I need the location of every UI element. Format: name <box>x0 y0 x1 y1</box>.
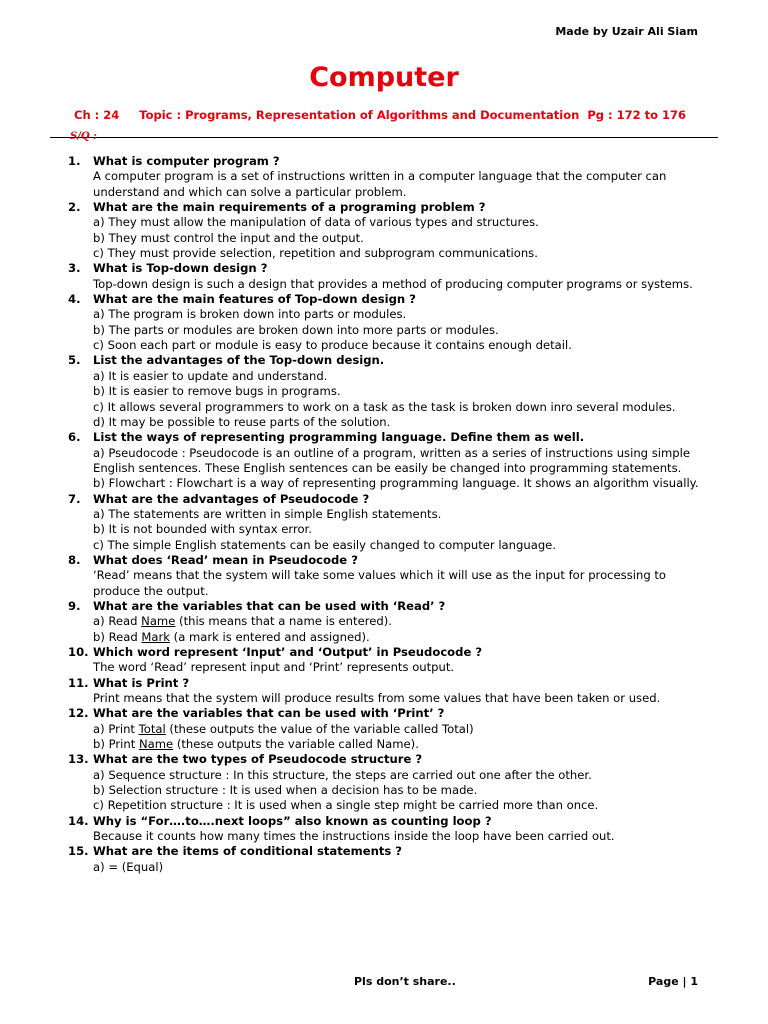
question-body <box>93 752 708 813</box>
question-number: 3. <box>68 261 81 276</box>
question-item <box>68 430 708 491</box>
question-body <box>93 353 708 430</box>
answer-line: b) The parts or modules are broken down into more parts or modules. <box>93 322 499 337</box>
question-text: What is Top-down design ? <box>93 261 268 276</box>
question-text: What does ‘Read’ mean in Pseudocode ? <box>93 552 358 567</box>
question-item <box>68 844 708 875</box>
answer-line: b) It is easier to remove bugs in programs. <box>93 384 341 399</box>
variable-name: Name <box>138 737 174 752</box>
question-list <box>68 154 708 875</box>
answer-line: c) Soon each part or module is easy to produce because it contains enough detail. <box>93 338 572 353</box>
answer-text: (this means that a name is entered). <box>175 614 392 629</box>
question-body <box>93 553 708 599</box>
answer-line: Top-down design is such a design that provides a method of producing computer programs or systems. <box>93 276 693 291</box>
question-body <box>93 154 708 200</box>
question-item <box>68 200 708 261</box>
question-text: What are the variables that can be used with ‘Read’ ? <box>93 598 446 613</box>
question-body <box>93 706 708 752</box>
question-body <box>93 599 708 645</box>
answer-line: b) Flowchart : Flowchart is a way of representing programming language. It shows an algorithm visually. <box>93 476 699 491</box>
question-item <box>68 261 708 292</box>
answer-line: b) Selection structure : It is used when a decision has to be made. <box>93 783 478 798</box>
question-number: 10. <box>68 645 89 659</box>
answer-text: (these outputs the value of the variable called Total) <box>165 721 474 736</box>
author-credit: Made by Uzair Ali Siam <box>555 25 698 38</box>
question-number: 14. <box>68 813 89 828</box>
question-item <box>68 292 708 353</box>
question-text: List the advantages of the Top-down design. <box>93 353 385 368</box>
answer-line <box>93 722 708 737</box>
answer-line: a) The statements are written in simple English statements. <box>93 506 442 521</box>
answer-line: a) It is easier to update and understand. <box>93 368 328 383</box>
section-label: S/Q : <box>70 131 97 142</box>
question-item <box>68 154 708 200</box>
question-item <box>68 599 708 645</box>
question-body <box>93 492 708 553</box>
question-item <box>68 706 708 752</box>
question-text: What are the variables that can be used with ‘Print’ ? <box>93 706 445 721</box>
answer-line: A computer program is a set of instructions written in a computer language that the computer can understand and which can solve a particular problem. <box>93 169 667 199</box>
question-text: Why is “For….to….next loops” also known as counting loop ? <box>93 813 492 828</box>
answer-line: a) The program is broken down into parts or modules. <box>93 307 407 322</box>
question-number: 7. <box>68 491 81 506</box>
answer-line: ‘Read’ means that the system will take some values which it will use as the input for processing to produce the output. <box>93 568 667 598</box>
footer-note: Pls don’t share.. <box>354 975 456 988</box>
answer-line: b) They must control the input and the output. <box>93 230 364 245</box>
answer-text: (a mark is entered and assigned). <box>169 629 370 644</box>
question-body <box>93 676 708 707</box>
question-text: What are the advantages of Pseudocode ? <box>93 491 370 506</box>
page-number: Page | 1 <box>648 975 698 988</box>
question-body <box>93 814 708 845</box>
answer-line: a) Sequence structure : In this structure, the steps are carried out one after the other. <box>93 767 592 782</box>
answer-text: (these outputs the variable called Name). <box>173 737 419 752</box>
question-text: What are the main requirements of a programing problem ? <box>93 200 486 215</box>
divider-line <box>50 137 718 138</box>
question-number: 9. <box>68 598 81 613</box>
question-number: 8. <box>68 552 81 567</box>
answer-line <box>93 737 708 752</box>
answer-line <box>93 614 708 629</box>
answer-line: c) It allows several programmers to work on a task as the task is broken down inro several modules. <box>93 399 676 414</box>
answer-line: d) It may be possible to reuse parts of the solution. <box>93 414 391 429</box>
answer-text: a) Read <box>93 614 142 629</box>
question-number: 4. <box>68 292 81 307</box>
question-text: What is Print ? <box>93 675 190 690</box>
question-item <box>68 752 708 813</box>
question-number: 5. <box>68 353 81 368</box>
variable-name: Mark <box>141 629 170 644</box>
answer-line: a) = (Equal) <box>93 859 164 874</box>
chapter-subtitle: Ch : 24 Topic : Programs, Representation of Algorithms and Documentation Pg : 172 to 176 <box>74 108 686 122</box>
variable-name: Total <box>138 721 166 736</box>
question-body <box>93 844 708 875</box>
answer-line: b) It is not bounded with syntax error. <box>93 522 312 537</box>
question-text: What are the items of conditional statements ? <box>93 844 403 859</box>
question-body <box>93 261 708 292</box>
question-text: What is computer program ? <box>93 154 280 168</box>
answer-text: a) Print <box>93 721 139 736</box>
question-number: 6. <box>68 430 81 445</box>
question-body <box>93 292 708 353</box>
question-body <box>93 430 708 491</box>
answer-line: c) The simple English statements can be easily changed to computer language. <box>93 537 557 552</box>
question-number: 12. <box>68 706 89 721</box>
answer-line: a) They must allow the manipulation of data of various types and structures. <box>93 215 539 230</box>
answer-line: a) Pseudocode : Pseudocode is an outline of a program, written as a series of instructions using simple English sentences. These English sentences can be easily be changed into programming statements. <box>93 445 690 475</box>
answer-line: c) Repetition structure : It is used when a single step might be carried more than once. <box>93 798 599 813</box>
question-text: Which word represent ‘Input’ and ‘Output’ in Pseudocode ? <box>93 645 483 659</box>
question-number: 15. <box>68 844 89 859</box>
question-item <box>68 676 708 707</box>
question-item <box>68 553 708 599</box>
answer-line: The word ‘Read’ represent input and ‘Print’ represents output. <box>93 660 455 675</box>
question-item <box>68 645 708 676</box>
question-number: 13. <box>68 752 89 767</box>
variable-name: Name <box>141 614 176 629</box>
page-title: Computer <box>309 62 459 93</box>
question-number: 11. <box>68 675 89 690</box>
question-number: 2. <box>68 200 81 215</box>
question-item <box>68 814 708 845</box>
question-item <box>68 353 708 430</box>
answer-line: Print means that the system will produce results from some values that have been taken or used. <box>93 691 661 706</box>
answer-text: b) Print <box>93 737 139 752</box>
question-body <box>93 645 708 676</box>
question-text: What are the two types of Pseudocode structure ? <box>93 752 423 767</box>
question-item <box>68 492 708 553</box>
answer-text: b) Read <box>93 629 142 644</box>
question-text: List the ways of representing programming language. Define them as well. <box>93 430 585 445</box>
question-text: What are the main features of Top-down design ? <box>93 292 416 307</box>
answer-line: c) They must provide selection, repetition and subprogram communications. <box>93 246 538 261</box>
answer-line <box>93 630 708 645</box>
question-body <box>93 200 708 261</box>
answer-line: Because it counts how many times the instructions inside the loop have been carried out. <box>93 829 615 844</box>
question-number: 1. <box>68 154 81 168</box>
